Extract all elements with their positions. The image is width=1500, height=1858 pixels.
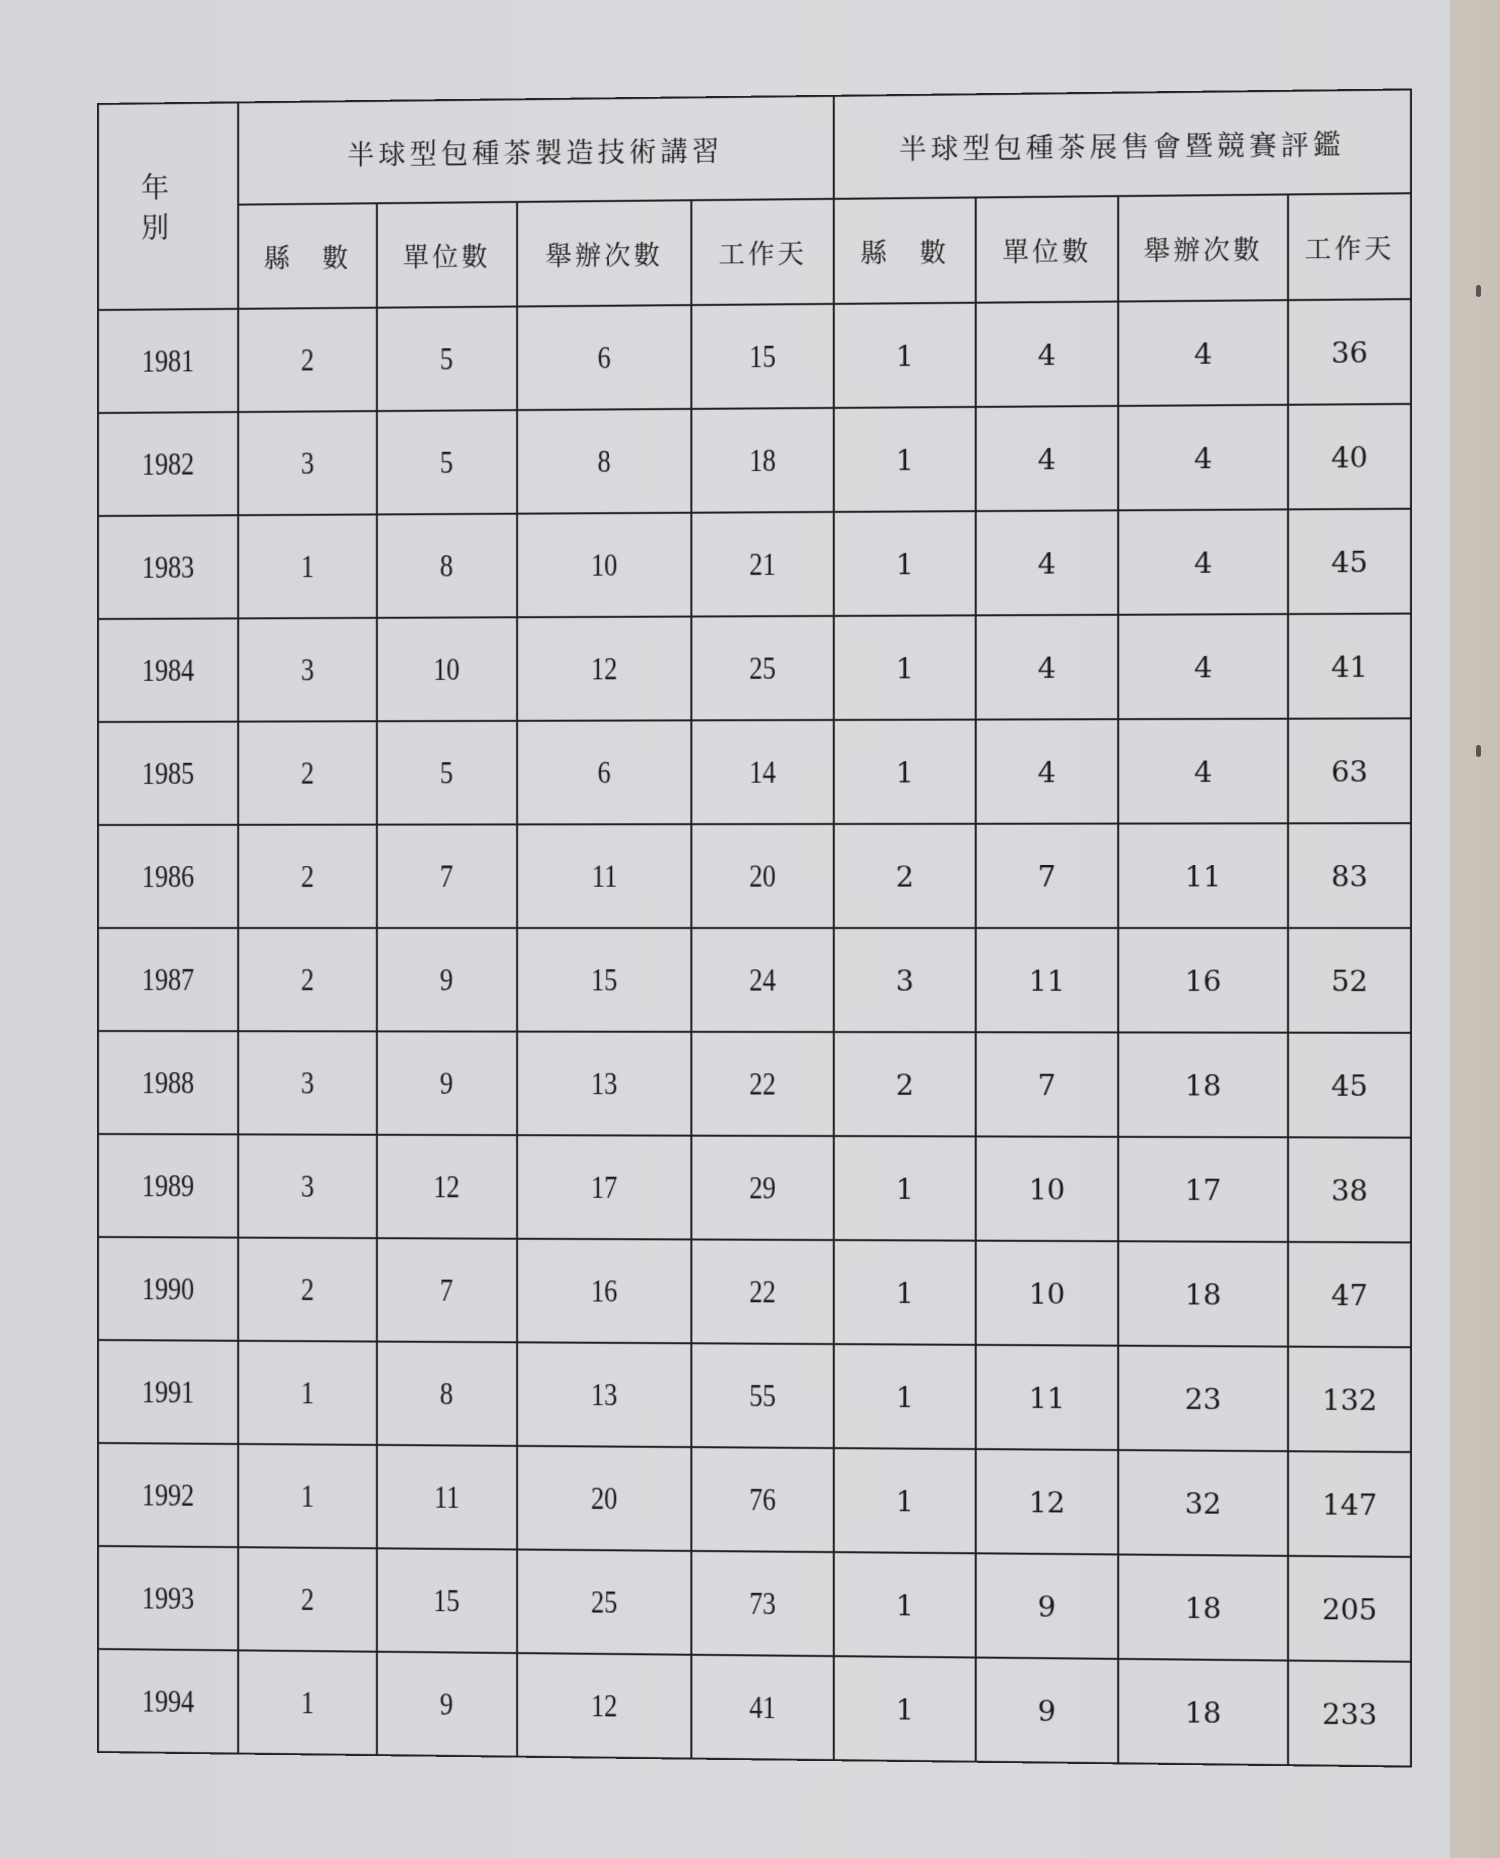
training-sessions-cell <box>517 824 692 928</box>
cell-value: 47 <box>1331 1278 1369 1313</box>
exhibition-workdays-cell <box>1288 1451 1411 1557</box>
cell-value: 2 <box>300 1270 314 1308</box>
cell-value: 4 <box>1193 650 1213 685</box>
cell-value: 4 <box>1037 755 1057 790</box>
cell-value: 63 <box>1331 755 1369 789</box>
cell-value: 11 <box>1028 1381 1066 1416</box>
year-value: 1982 <box>141 445 195 482</box>
training-units-cell <box>377 1548 517 1653</box>
cell-value: 2 <box>895 860 914 894</box>
training-counties-cell <box>238 308 377 412</box>
cell-value: 12 <box>590 650 618 687</box>
exhibition-counties-cell <box>834 303 976 408</box>
exhibition-workdays-cell <box>1288 823 1411 928</box>
cell-value: 11 <box>1184 859 1222 894</box>
exhibition-workdays-cell <box>1288 1242 1411 1347</box>
table-row <box>98 928 1411 1033</box>
cell-value: 20 <box>749 857 776 894</box>
cell-value: 73 <box>749 1584 776 1622</box>
exhibition-sessions-cell <box>1118 1241 1288 1346</box>
exhibition-units-cell <box>976 719 1118 824</box>
cell-value: 17 <box>1184 1173 1222 1208</box>
exhibition-sessions-cell <box>1118 1137 1288 1242</box>
cell-value: 45 <box>1331 1069 1369 1103</box>
cell-value: 18 <box>749 441 776 479</box>
year-cell <box>98 515 238 619</box>
year-cell <box>98 722 238 825</box>
cell-value: 3 <box>300 1167 314 1204</box>
cell-value: 3 <box>300 1064 314 1101</box>
cell-value: 9 <box>440 1064 454 1101</box>
exhibition-units-cell <box>976 1345 1118 1450</box>
cell-value: 9 <box>1037 1590 1057 1624</box>
cell-value: 8 <box>597 442 611 480</box>
exhibition-counties-cell <box>834 928 976 1032</box>
cell-value: 11 <box>591 857 617 894</box>
exhibition-workdays-cell <box>1288 1661 1411 1767</box>
training-counties-cell <box>238 411 377 515</box>
table-row <box>98 718 1411 825</box>
cell-value: 1 <box>895 652 914 686</box>
year-cell <box>98 1031 238 1134</box>
cell-value: 15 <box>590 961 618 998</box>
year-cell <box>98 1443 238 1547</box>
cell-value: 3 <box>895 964 914 998</box>
exhibition-workdays-cell <box>1288 299 1411 405</box>
exhibition-workdays-cell <box>1288 1137 1411 1242</box>
training-counties-cell <box>238 928 377 1031</box>
exhibition-units-cell <box>976 928 1118 1032</box>
cell-value: 233 <box>1321 1697 1378 1732</box>
training-workdays-cell <box>692 1239 834 1344</box>
training-units-cell <box>377 928 517 1032</box>
table-row <box>98 1031 1411 1138</box>
cell-value: 10 <box>433 650 460 687</box>
cell-value: 1 <box>895 1172 914 1207</box>
col-header-counties: 縣 數 <box>834 197 976 303</box>
year-value: 1993 <box>141 1579 195 1616</box>
cell-value: 41 <box>1331 650 1369 685</box>
training-workdays-cell <box>692 512 834 617</box>
exhibition-units-cell <box>976 1553 1118 1659</box>
exhibition-sessions-cell <box>1118 719 1288 824</box>
cell-value: 11 <box>1028 964 1066 998</box>
cell-value: 9 <box>440 1685 454 1722</box>
cell-value: 12 <box>590 1687 618 1724</box>
col-header-workdays: 工作天 <box>692 199 834 305</box>
cell-value: 2 <box>300 754 314 791</box>
training-sessions-cell <box>517 1135 692 1239</box>
year-cell <box>98 1649 238 1754</box>
training-units-cell <box>377 824 517 928</box>
year-cell <box>98 618 238 722</box>
table-row <box>98 1237 1411 1347</box>
sub-header-row <box>98 193 1411 310</box>
cell-value: 7 <box>440 857 454 894</box>
cell-value: 8 <box>440 1375 454 1412</box>
training-units-cell <box>377 721 517 825</box>
cell-value: 2 <box>300 961 314 998</box>
training-workdays-cell <box>692 1655 834 1760</box>
exhibition-sessions-cell <box>1118 1554 1288 1660</box>
exhibition-sessions-cell <box>1118 614 1288 719</box>
cell-value: 205 <box>1321 1592 1378 1627</box>
training-sessions-cell <box>517 617 692 721</box>
exhibition-sessions-cell <box>1118 1032 1288 1137</box>
year-cell <box>98 1237 238 1341</box>
cell-value: 4 <box>1037 442 1057 477</box>
training-units-cell <box>377 1031 517 1135</box>
exhibition-counties-cell <box>834 1656 976 1762</box>
cell-value: 40 <box>1331 440 1369 475</box>
exhibition-counties-cell <box>834 824 976 928</box>
training-sessions-cell <box>517 513 692 618</box>
cell-value: 1 <box>895 1276 914 1311</box>
cell-value: 38 <box>1331 1174 1369 1208</box>
cell-value: 18 <box>1184 1591 1222 1626</box>
cell-value: 20 <box>590 1479 618 1517</box>
cell-value: 11 <box>433 1478 460 1515</box>
year-value: 1991 <box>141 1373 195 1410</box>
table-row <box>98 299 1411 413</box>
exhibition-sessions-cell <box>1118 509 1288 614</box>
training-workdays-cell <box>692 1551 834 1656</box>
cell-value: 6 <box>597 338 611 376</box>
training-units-cell <box>377 410 517 514</box>
training-counties-cell <box>238 1650 377 1755</box>
cell-value: 4 <box>1037 651 1057 685</box>
cell-value: 8 <box>440 547 454 584</box>
exhibition-units-cell <box>976 615 1118 720</box>
year-value: 1989 <box>141 1167 195 1204</box>
cell-value: 4 <box>1193 441 1213 476</box>
training-units-cell <box>377 617 517 721</box>
table-row <box>98 1546 1411 1662</box>
training-units-cell <box>377 1342 517 1446</box>
exhibition-units-cell <box>976 406 1118 511</box>
table-row <box>98 404 1411 516</box>
cell-value: 5 <box>440 754 454 791</box>
training-workdays-cell <box>692 1136 834 1240</box>
exhibition-workdays-cell <box>1288 404 1411 509</box>
cell-value: 76 <box>749 1480 776 1518</box>
cell-value: 21 <box>749 545 776 582</box>
cell-value: 9 <box>440 961 454 998</box>
cell-value: 2 <box>300 1580 314 1618</box>
year-cell <box>98 309 238 413</box>
training-counties-cell <box>238 1341 377 1445</box>
table-row <box>98 1649 1411 1767</box>
cell-value: 4 <box>1037 338 1057 373</box>
exhibition-units-cell <box>976 1449 1118 1554</box>
cell-value: 2 <box>300 857 314 894</box>
training-units-cell <box>377 1238 517 1342</box>
year-value: 1984 <box>141 651 195 688</box>
training-counties-cell <box>238 514 377 618</box>
cell-value: 132 <box>1321 1383 1378 1418</box>
cell-value: 1 <box>895 1589 914 1623</box>
cell-value: 32 <box>1184 1487 1222 1521</box>
training-counties-cell <box>238 1238 377 1342</box>
training-workdays-cell <box>692 1447 834 1552</box>
training-sessions-cell <box>517 409 692 514</box>
year-value: 1983 <box>141 548 195 585</box>
exhibition-units-cell <box>976 1658 1118 1764</box>
training-units-cell <box>377 1445 517 1550</box>
training-units-cell <box>377 307 517 412</box>
cell-value: 14 <box>749 753 776 790</box>
year-value: 1992 <box>141 1476 195 1513</box>
training-workdays-cell <box>692 928 834 1032</box>
training-sessions-cell <box>517 1032 692 1136</box>
year-value: 1987 <box>141 961 195 998</box>
exhibition-sessions-cell <box>1118 1346 1288 1452</box>
cell-value: 1 <box>895 1693 914 1727</box>
training-counties-cell <box>238 1444 377 1548</box>
exhibition-counties-cell <box>834 720 976 824</box>
year-value: 1986 <box>141 857 195 894</box>
year-cell <box>98 412 238 516</box>
training-counties-cell <box>238 825 377 928</box>
exhibition-counties-cell <box>834 1448 976 1553</box>
cell-value: 22 <box>749 1065 776 1102</box>
cell-value: 10 <box>590 546 618 583</box>
group-header-row <box>98 89 1411 206</box>
cell-value: 1 <box>300 547 314 585</box>
exhibition-sessions-cell <box>1118 1659 1288 1765</box>
exhibition-workdays-cell <box>1288 1556 1411 1662</box>
col-header-counties: 縣 數 <box>238 203 377 309</box>
training-units-cell <box>377 1652 517 1757</box>
cell-value: 12 <box>1028 1485 1066 1520</box>
exhibition-sessions-cell <box>1118 1450 1288 1556</box>
training-sessions-cell <box>517 1653 692 1759</box>
cell-value: 10 <box>1028 1173 1066 1207</box>
exhibition-sessions-cell <box>1118 823 1288 928</box>
year-value: 1994 <box>141 1682 195 1720</box>
training-counties-cell <box>238 618 377 722</box>
cell-value: 4 <box>1193 546 1213 580</box>
exhibition-counties-cell <box>834 1344 976 1449</box>
cell-value: 1 <box>300 1684 314 1721</box>
training-workdays-cell <box>692 720 834 824</box>
page-margin-mark <box>1476 285 1481 297</box>
exhibition-workdays-cell <box>1288 1033 1411 1138</box>
group-header-training: 半球型包種茶製造技術講習 <box>238 96 834 205</box>
table-row <box>98 614 1411 722</box>
table-row <box>98 1134 1411 1242</box>
cell-value: 16 <box>590 1272 618 1309</box>
year-cell <box>98 1546 238 1650</box>
table-row <box>98 1443 1411 1557</box>
training-counties-cell <box>238 1031 377 1135</box>
cell-value: 1 <box>895 1380 914 1415</box>
cell-value: 15 <box>749 337 776 375</box>
training-counties-cell <box>238 721 377 825</box>
exhibition-counties-cell <box>834 1032 976 1136</box>
cell-value: 36 <box>1331 336 1369 370</box>
exhibition-workdays-cell <box>1288 1347 1411 1452</box>
cell-value: 147 <box>1321 1488 1378 1523</box>
exhibition-counties-cell <box>834 615 976 720</box>
training-sessions-cell <box>517 1549 692 1654</box>
col-header-units: 單位數 <box>377 202 517 308</box>
col-header-sessions: 舉辦次數 <box>1118 194 1288 301</box>
exhibition-workdays-cell <box>1288 718 1411 823</box>
cell-value: 5 <box>440 443 454 480</box>
exhibition-units-cell <box>976 824 1118 928</box>
cell-value: 18 <box>1184 1069 1222 1103</box>
year-cell <box>98 1134 238 1238</box>
cell-value: 2 <box>300 341 314 378</box>
year-value: 1988 <box>141 1064 195 1101</box>
cell-value: 15 <box>433 1581 460 1619</box>
year-cell <box>98 825 238 928</box>
exhibition-units-cell <box>976 1032 1118 1137</box>
cell-value: 41 <box>749 1688 776 1726</box>
cell-value: 7 <box>1037 860 1057 894</box>
year-cell <box>98 1340 238 1444</box>
cell-value: 1 <box>895 443 914 478</box>
cell-value: 55 <box>749 1376 776 1414</box>
cell-value: 17 <box>590 1168 618 1205</box>
cell-value: 23 <box>1184 1382 1222 1417</box>
cell-value: 1 <box>300 1374 314 1411</box>
training-sessions-cell <box>517 1342 692 1447</box>
cell-value: 7 <box>1037 1068 1057 1103</box>
cell-value: 22 <box>749 1272 776 1310</box>
col-header-workdays: 工作天 <box>1288 193 1411 300</box>
table-row <box>98 509 1411 619</box>
cell-value: 1 <box>300 1477 314 1514</box>
tea-statistics-table <box>97 88 1412 1767</box>
cell-value: 1 <box>895 756 914 790</box>
exhibition-units-cell <box>976 302 1118 407</box>
cell-value: 3 <box>300 651 314 688</box>
exhibition-workdays-cell <box>1288 614 1411 719</box>
exhibition-counties-cell <box>834 1552 976 1657</box>
training-sessions-cell <box>517 305 692 410</box>
page-margin-mark <box>1476 745 1481 757</box>
exhibition-sessions-cell <box>1118 928 1288 1033</box>
cell-value: 10 <box>1028 1277 1066 1311</box>
cell-value: 25 <box>590 1583 618 1620</box>
year-column-header: 年 別 <box>98 102 238 310</box>
exhibition-workdays-cell <box>1288 928 1411 1033</box>
exhibition-sessions-cell <box>1118 405 1288 511</box>
cell-value: 3 <box>300 444 314 481</box>
exhibition-sessions-cell <box>1118 300 1288 406</box>
training-workdays-cell <box>692 616 834 720</box>
training-workdays-cell <box>692 408 834 513</box>
cell-value: 52 <box>1331 964 1369 999</box>
training-sessions-cell <box>517 928 692 1032</box>
cell-value: 45 <box>1331 545 1369 580</box>
cell-value: 18 <box>1184 1696 1222 1730</box>
cell-value: 1 <box>895 1484 914 1519</box>
cell-value: 6 <box>597 753 611 791</box>
cell-value: 16 <box>1184 964 1222 999</box>
exhibition-units-cell <box>976 510 1118 615</box>
cell-value: 7 <box>440 1271 454 1308</box>
col-header-units: 單位數 <box>976 196 1118 303</box>
cell-value: 13 <box>590 1375 618 1413</box>
table-row <box>98 823 1411 928</box>
cell-value: 13 <box>590 1064 618 1102</box>
cell-value: 1 <box>895 547 914 582</box>
cell-value: 1 <box>895 339 914 374</box>
exhibition-counties-cell <box>834 511 976 616</box>
training-workdays-cell <box>692 1032 834 1136</box>
training-workdays-cell <box>692 824 834 928</box>
table-body <box>98 299 1411 1766</box>
training-workdays-cell <box>692 304 834 409</box>
year-value: 1985 <box>141 754 195 791</box>
table-container <box>97 88 1412 1767</box>
exhibition-workdays-cell <box>1288 509 1411 614</box>
exhibition-counties-cell <box>834 1136 976 1241</box>
year-value: 1981 <box>141 342 195 379</box>
year-cell <box>98 928 238 1031</box>
table-row <box>98 1340 1411 1452</box>
cell-value: 2 <box>895 1068 914 1102</box>
exhibition-counties-cell <box>834 1240 976 1345</box>
training-sessions-cell <box>517 1239 692 1344</box>
exhibition-counties-cell <box>834 407 976 512</box>
training-counties-cell <box>238 1134 377 1238</box>
exhibition-units-cell <box>976 1241 1118 1346</box>
group-header-exhibition: 半球型包種茶展售會暨競賽評鑑 <box>834 89 1411 198</box>
cell-value: 24 <box>749 961 776 998</box>
cell-value: 4 <box>1037 547 1057 581</box>
training-units-cell <box>377 514 517 618</box>
cell-value: 29 <box>749 1169 776 1206</box>
cell-value: 5 <box>440 340 454 377</box>
training-sessions-cell <box>517 720 692 824</box>
cell-value: 83 <box>1331 859 1369 894</box>
col-header-sessions: 舉辦次數 <box>517 200 692 306</box>
cell-value: 18 <box>1184 1278 1222 1312</box>
exhibition-units-cell <box>976 1136 1118 1241</box>
training-counties-cell <box>238 1547 377 1652</box>
cell-value: 9 <box>1037 1694 1057 1729</box>
cell-value: 25 <box>749 649 776 686</box>
training-sessions-cell <box>517 1446 692 1551</box>
year-value: 1990 <box>141 1270 195 1307</box>
cell-value: 4 <box>1193 337 1213 371</box>
cell-value: 12 <box>433 1168 460 1205</box>
cell-value: 4 <box>1193 755 1213 789</box>
training-workdays-cell <box>692 1343 834 1448</box>
training-units-cell <box>377 1135 517 1239</box>
